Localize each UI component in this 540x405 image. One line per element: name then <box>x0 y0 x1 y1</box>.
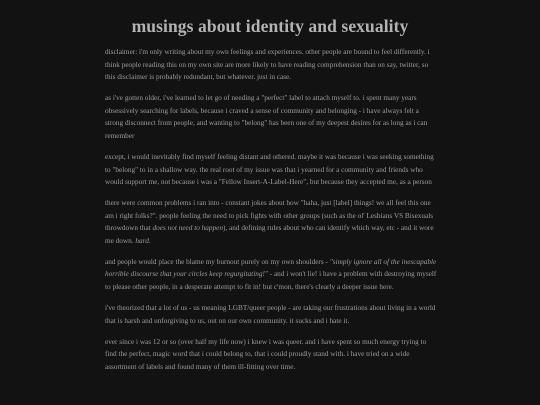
paragraph-theory: i've theorized that a lot of us - us meaning LGBT/queer people - are taking our frustrations about living in a world that is harsh and unforgiving to us, out on our own community. it sucks and i hate it. <box>105 304 436 325</box>
article-body <box>105 46 437 382</box>
paragraph-blame <box>105 256 437 294</box>
paragraph-problems-emphasis-1: does not need to happen <box>152 224 224 233</box>
paragraph-problems <box>105 197 437 247</box>
paragraph-blame-text-2: - and i won't lie! i have a problem with destroying myself to please other people, in a desperate attempt to fit in! but c'mon, there's clearly a deeper issue here. <box>105 270 437 292</box>
paragraph-blame-text-1: and people would place the blame my burnout purely on my own shoulders - <box>105 257 330 266</box>
paragraph-problems-text-2: ), and defining rules about who can identify which way, etc - and it wore me down. <box>105 224 434 245</box>
paragraph-problems-text-3: . <box>148 236 151 245</box>
paragraph-problems-emphasis-2: hard <box>135 236 149 245</box>
paragraph-problems-text-1: there were common problems i ran into - constant jokes about how "haha, just [label] things! we all feel this one am i right folks?". people feeling the need to pick fights with other groups (such as the ol' Lesbians VS Bisexuals throwdown that <box>105 199 434 233</box>
paragraph-since-twelve: ever since i was 12 or so (over half my life now) i knew i was queer. and i have spent so much energy trying to find the perfect, magic word that i could belong to, that i could proudly stand with. i have tried on a wide assortment of labels and found many of them ill-fitting over time. <box>105 337 427 371</box>
paragraph-blame-quote: "simply ignore all of the inescapable horrible discourse that your circles keep regurgitating!" <box>105 257 437 279</box>
paragraph-labels: as i've gotten older, i've learned to let go of needing a "perfect" label to attach myself to. i spent many years obsessively searching for labels, because i craved a sense of community and belonging - i have always felt a strong disconnect from people, and wanting to "belong" has been one of my deepest desires for as long as i can remember <box>105 94 428 140</box>
paragraph-disclaimer: disclaimer: i'm only writing about my own feelings and experiences. other people are bound to feel differently. i think people reading this on my own site are more likely to have reading comprehension than on say, twitter, so this disclaimer is probably redundant, but whatever. just in case. <box>105 48 430 82</box>
paragraph-othered: except, i would inevitably find myself feeling distant and othered. maybe it was because i was seeking something to "belong" to in a shallow way. the real root of my issue was that i yearned for a community and friends who would support me, not because i was a "Fellow Insert-A-Label-Here", but because they accepted me, as a person <box>105 152 434 187</box>
page-title: musings about identity and sexuality <box>131 16 409 36</box>
